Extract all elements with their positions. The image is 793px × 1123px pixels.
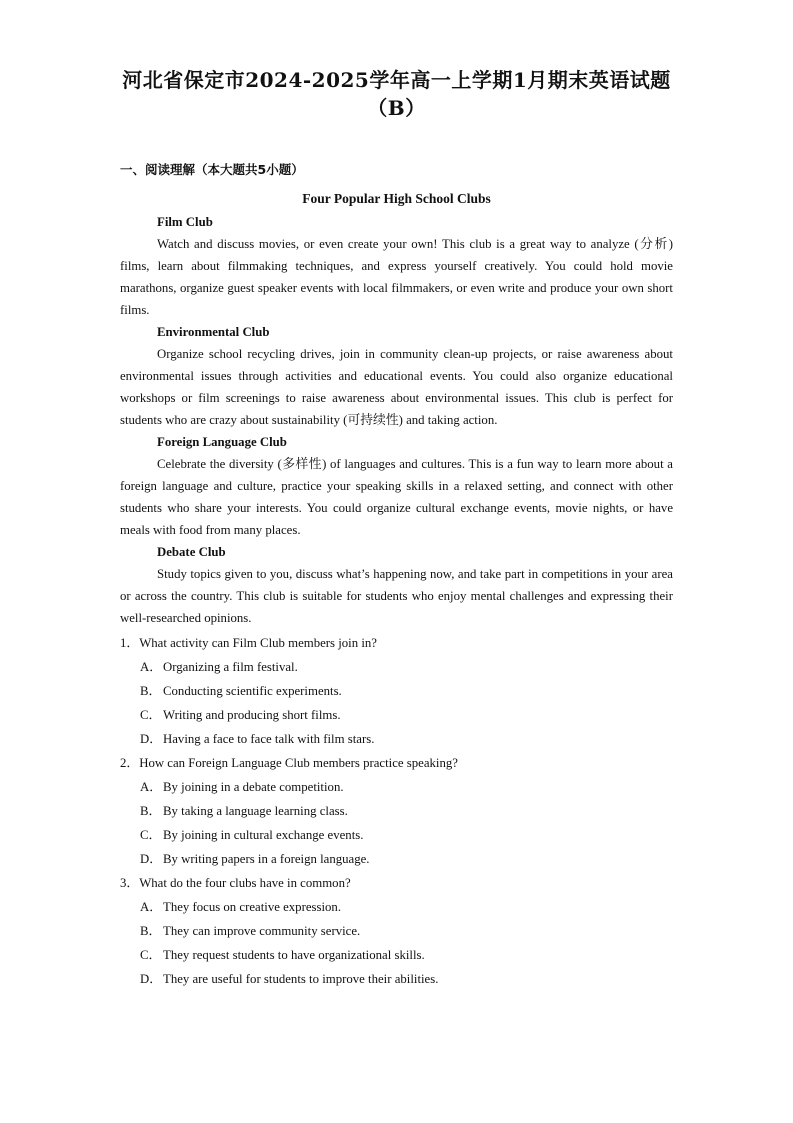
- section-heading: 一、阅读理解（本大题共5小题）: [120, 162, 304, 177]
- club-section-debate: [120, 541, 673, 629]
- question-text: How can Foreign Language Club members practice speaking?: [139, 756, 458, 770]
- club-name: Foreign Language Club: [157, 435, 287, 449]
- page-title: 河北省保定市2024-2025学年高一上学期1月期末英语试题（B）: [122, 68, 671, 120]
- answer-option: [120, 679, 673, 703]
- club-description: Organize school recycling drives, join in community clean-up projects, or raise awareness about environmental issues through activities and educational events. You could also organize educational workshops or film screenings to raise awareness about environmental issues. This club is perfect for students who are crazy about sustainability (可持续性) and taking action.: [120, 347, 673, 427]
- club-name: Debate Club: [157, 545, 226, 559]
- option-text: They request students to have organizational skills.: [163, 948, 425, 962]
- club-section-foreign-language: [120, 431, 673, 541]
- answer-option: [120, 703, 673, 727]
- option-letter: A．: [140, 780, 163, 794]
- question-stem: [120, 751, 673, 775]
- passage-title: Four Popular High School Clubs: [302, 191, 491, 206]
- option-text: Conducting scientific experiments.: [163, 684, 342, 698]
- club-section-environmental: [120, 321, 673, 431]
- answer-option: [120, 943, 673, 967]
- option-text: By joining in a debate competition.: [163, 780, 344, 794]
- club-description: Study topics given to you, discuss what’s happening now, and take part in competitions in your area or across the country. This club is suitable for students who enjoy mental challenges and expressing their well-researched opinions.: [120, 567, 673, 625]
- answer-option: [120, 655, 673, 679]
- club-description: Watch and discuss movies, or even create your own! This club is a great way to analyze (分析) films, learn about filmmaking techniques, and express yourself creatively. You could hold movie marathons, organize guest speaker events with local filmmakers, or even write and produce your own short films.: [120, 237, 673, 317]
- question-text: What activity can Film Club members join in?: [139, 636, 377, 650]
- question-text: What do the four clubs have in common?: [139, 876, 351, 890]
- question-number: 3．: [120, 876, 140, 890]
- option-letter: C．: [140, 948, 162, 962]
- option-letter: C．: [140, 708, 162, 722]
- answer-option: [120, 727, 673, 751]
- option-letter: C．: [140, 828, 162, 842]
- option-text: They focus on creative expression.: [163, 900, 342, 914]
- question-stem: [120, 871, 673, 895]
- option-text: They can improve community service.: [163, 924, 361, 938]
- question-list: [120, 631, 673, 991]
- option-letter: D．: [140, 732, 163, 746]
- option-text: By writing papers in a foreign language.: [163, 852, 370, 866]
- answer-option: [120, 967, 673, 991]
- question-number: 1．: [120, 636, 140, 650]
- question-stem: [120, 631, 673, 655]
- question-1: [120, 631, 673, 751]
- answer-option: [120, 895, 673, 919]
- option-text: Organizing a film festival.: [163, 660, 298, 674]
- option-letter: D．: [140, 852, 163, 866]
- option-letter: A．: [140, 660, 163, 674]
- answer-option: [120, 823, 673, 847]
- option-letter: A．: [140, 900, 163, 914]
- passage: [120, 211, 673, 629]
- option-text: By taking a language learning class.: [163, 804, 348, 818]
- option-letter: D．: [140, 972, 163, 986]
- question-number: 2．: [120, 756, 140, 770]
- answer-option: [120, 799, 673, 823]
- answer-option: [120, 775, 673, 799]
- option-text: They are useful for students to improve their abilities.: [163, 972, 439, 986]
- option-text: By joining in cultural exchange events.: [163, 828, 364, 842]
- question-2: [120, 751, 673, 871]
- option-letter: B．: [140, 804, 162, 818]
- club-name: Environmental Club: [157, 325, 270, 339]
- club-section-film: [120, 211, 673, 321]
- club-name: Film Club: [157, 215, 213, 229]
- answer-option: [120, 919, 673, 943]
- answer-option: [120, 847, 673, 871]
- question-3: [120, 871, 673, 991]
- club-description: Celebrate the diversity (多样性) of languages and cultures. This is a fun way to learn more about a foreign language and culture, practice your speaking skills in a relaxed setting, and connect with other students who share your interests. You could organize cultural exchange events, movie nights, or have meals with food from many places.: [120, 457, 673, 537]
- option-text: Writing and producing short films.: [163, 708, 341, 722]
- option-text: Having a face to face talk with film stars.: [163, 732, 375, 746]
- option-letter: B．: [140, 684, 162, 698]
- option-letter: B．: [140, 924, 162, 938]
